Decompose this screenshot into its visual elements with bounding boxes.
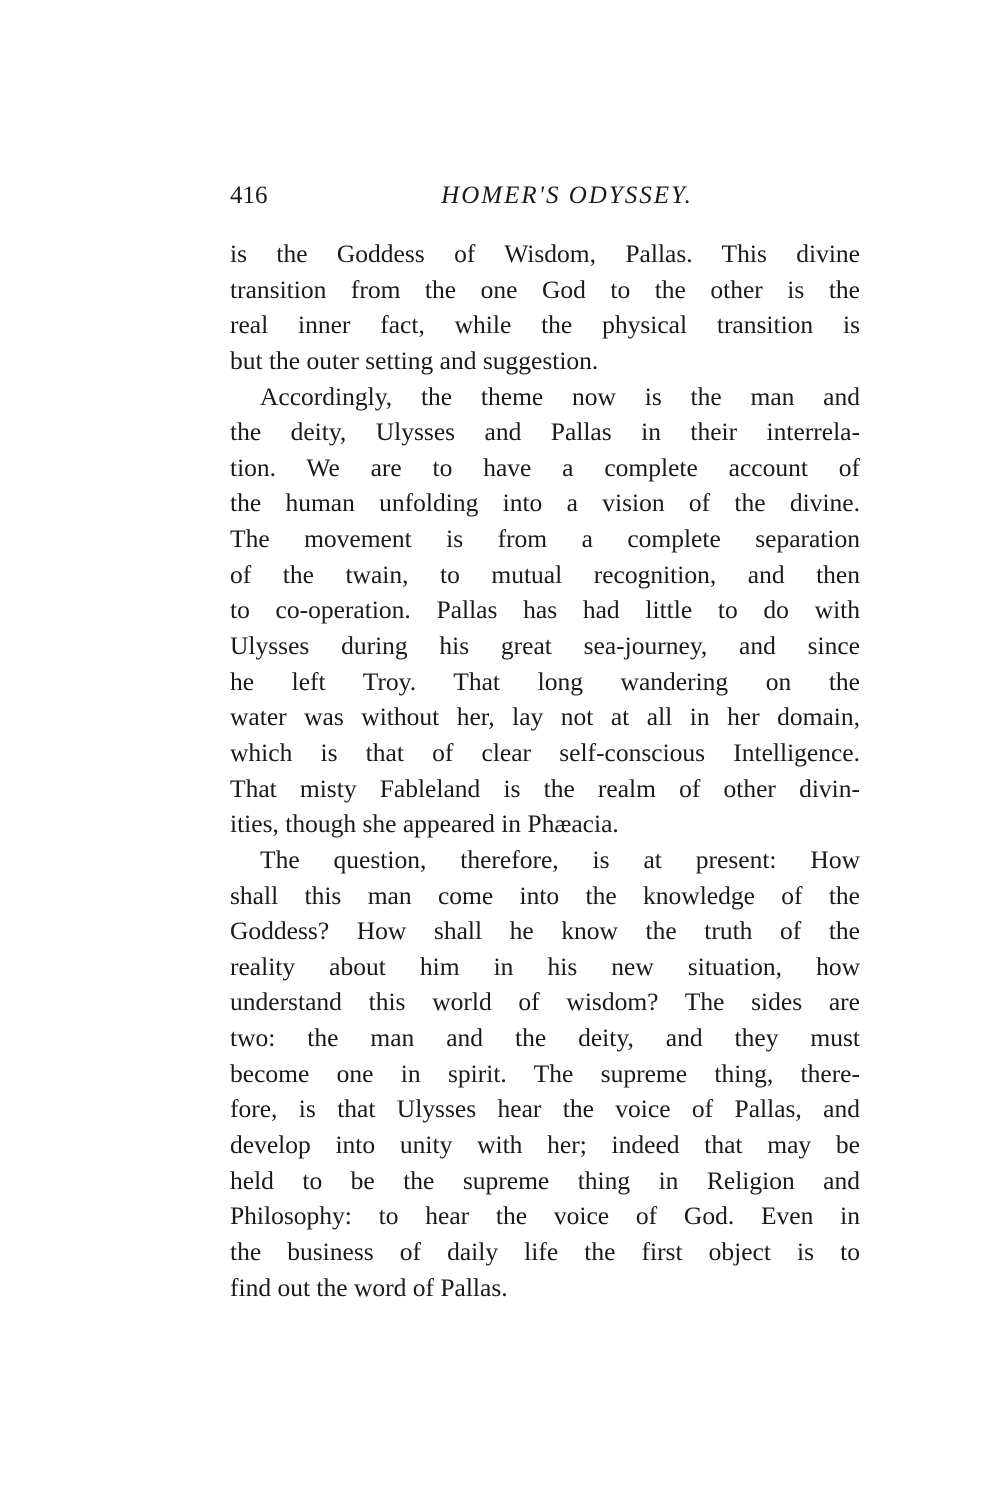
text-line: Goddess? How shall he know the truth of the (230, 916, 860, 946)
text-line: Philosophy: to hear the voice of God. Even in (230, 1201, 860, 1231)
text-line: the deity, Ulysses and Pallas in their interrela- (230, 417, 860, 447)
paragraph-2 (230, 379, 860, 842)
text-line: but the outer setting and suggestion. (230, 345, 599, 375)
text-line: of the twain, to mutual recognition, and then (230, 559, 860, 589)
text-line: The movement is from a complete separation (230, 524, 860, 554)
text-line: develop into unity with her; indeed that may be (230, 1130, 860, 1160)
text-line: tion. We are to have a complete account of (230, 452, 860, 482)
text-line: is the Goddess of Wisdom, Pallas. This divine (230, 239, 860, 268)
text-line: understand this world of wisdom? The sides are (230, 987, 860, 1017)
paragraph-1 (230, 236, 860, 379)
text-line: two: the man and the deity, and they must (230, 1023, 860, 1053)
text-line: the business of daily life the first object is to (230, 1236, 860, 1266)
text-line: The question, therefore, is at present: How (260, 844, 860, 874)
text-line: transition from the one God to the other is the (230, 274, 860, 304)
page-number: 416 (230, 182, 268, 209)
text-line: water was without her, lay not at all in her domain, (230, 702, 860, 732)
text-line: real inner fact, while the physical transition is (230, 310, 860, 340)
running-title: HOMER'S ODYSSEY. (441, 182, 693, 209)
text-line: find out the word of Pallas. (230, 1272, 508, 1302)
text-line: fore, is that Ulysses hear the voice of Pallas, and (230, 1094, 860, 1124)
text-line: That misty Fableland is the realm of other divin- (230, 773, 860, 803)
text-line: Ulysses during his great sea-journey, and since (230, 631, 860, 661)
text-line: Accordingly, the theme now is the man and (260, 381, 860, 411)
text-line: he left Troy. That long wandering on the (230, 666, 860, 696)
text-line: shall this man come into the knowledge of the (230, 880, 860, 910)
text-line: to co-operation. Pallas has had little to do with (230, 595, 860, 625)
body-text (230, 236, 860, 1305)
text-line: become one in spirit. The supreme thing, there- (230, 1058, 860, 1088)
paragraph-3 (230, 842, 860, 1305)
text-line: reality about him in his new situation, how (230, 951, 860, 981)
running-head (230, 178, 860, 214)
text-line: held to be the supreme thing in Religion and (230, 1165, 860, 1195)
text-line: which is that of clear self-conscious Intelligence. (230, 737, 860, 767)
text-line: the human unfolding into a vision of the divine. (230, 488, 860, 518)
text-line: ities, though she appeared in Phæacia. (230, 809, 619, 839)
